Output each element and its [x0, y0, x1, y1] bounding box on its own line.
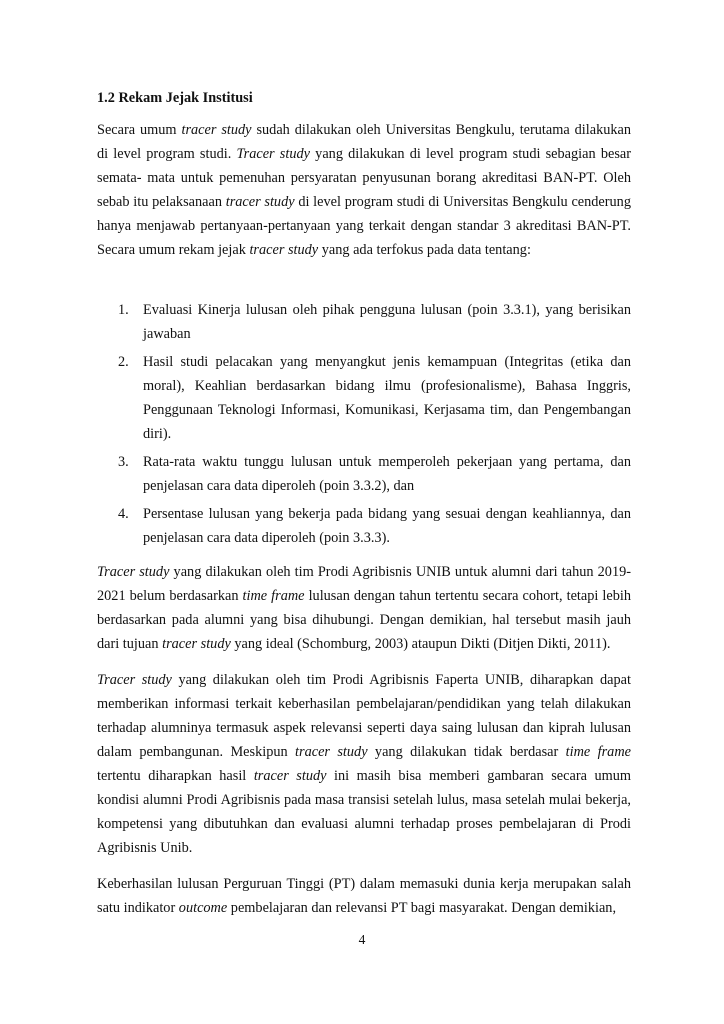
list-item-text: Evaluasi Kinerja lulusan oleh pihak pengguna lulusan (poin 3.3.1), yang berisikan jawaban — [143, 302, 631, 342]
list-item — [97, 450, 631, 498]
list-number: 4. — [118, 506, 129, 522]
italic-term: tracer study — [225, 194, 295, 210]
text: yang ideal (Schomburg, 2003) ataupun Dikti (Ditjen Dikti, 2011). — [230, 636, 611, 652]
text: pembelajaran dan relevansi PT bagi masyarakat. Dengan demikian, — [227, 900, 617, 916]
text: yang dilakukan di level program studi sebagian besar semata- mata untuk pemenuhan persyaratan penyusunan borang akreditasi BAN-PT. Oleh sebab itu pelaksanaan — [97, 146, 631, 210]
paragraph-faperta — [97, 668, 631, 860]
section-heading: 1.2 Rekam Jejak Institusi — [97, 90, 253, 106]
italic-term: time frame — [242, 588, 305, 604]
list-item — [97, 350, 631, 446]
italic-term: Tracer study — [236, 146, 310, 162]
page-number: 4 — [358, 932, 366, 947]
text: Secara umum — [97, 122, 182, 138]
paragraph-keberhasilan — [97, 872, 631, 920]
text: Keberhasilan lulusan Perguruan Tinggi (PT) dalam memasuki dunia kerja merupakan salah satu indikator — [97, 876, 631, 916]
italic-term: tracer study — [295, 744, 368, 760]
text: ini masih bisa memberi gambaran secara umum kondisi alumni Prodi Agribisnis pada masa transisi setelah lulus, masa setelah mulai bekerja, kompetensi yang dibutuhkan dan evaluasi alumni terhadap proses pembelajaran di Prodi Agribisnis Unib. — [97, 768, 632, 856]
paragraph-intro — [97, 118, 631, 262]
text: sudah dilakukan oleh Universitas Bengkulu, terutama dilakukan di level program studi. — [97, 122, 632, 162]
italic-term: tracer study — [249, 242, 319, 258]
text: tertentu diharapkan hasil — [97, 768, 254, 784]
italic-term: outcome — [178, 900, 228, 916]
numbered-list — [97, 298, 631, 554]
list-number: 3. — [118, 454, 129, 470]
list-item-text: Persentase lulusan yang bekerja pada bidang yang sesuai dengan keahliannya, dan penjelasan cara data diperoleh (poin 3.3.3). — [143, 506, 631, 546]
italic-term: tracer study — [181, 122, 252, 138]
italic-term: tracer study — [253, 768, 327, 784]
text: yang dilakukan oleh tim Prodi Agribisnis UNIB untuk alumni dari tahun 2019-2021 belum berdasarkan — [97, 564, 631, 604]
text: yang ada terfokus pada data tentang: — [318, 242, 531, 258]
text: yang dilakukan tidak berdasar — [367, 744, 566, 760]
list-item-text: Hasil studi pelacakan yang menyangkut jenis kemampuan (Integritas (etika dan moral), Keahlian berdasarkan bidang ilmu (profesionalisme), Bahasa Inggris, Penggunaan Teknologi Informasi, Komunikasi, Kerjasama tim, dan Pengembangan diri). — [143, 354, 631, 442]
italic-term: Tracer study — [97, 672, 172, 688]
italic-term: time frame — [565, 744, 631, 760]
italic-term: Tracer study — [97, 564, 170, 580]
list-item — [97, 298, 631, 346]
list-item — [97, 502, 631, 550]
text: lulusan dengan tahun tertentu secara cohort, tetapi lebih berdasarkan pada alumni yang bisa dihubungi. Dengan demikian, hal tersebut masih jauh dari tujuan — [97, 588, 631, 652]
list-number: 1. — [118, 302, 129, 318]
text: di level program studi di Universitas Bengkulu cenderung hanya menjawab pertanyaan-pertanyaan yang terkait dengan standar 3 akreditasi BAN-PT. Secara umum rekam jejak — [97, 194, 631, 258]
paragraph-agribisnis-2019 — [97, 560, 631, 656]
text: yang dilakukan oleh tim Prodi Agribisnis Faperta UNIB, diharapkan dapat memberikan informasi terkait keberhasilan pembelajaran/pendidikan yang telah dilakukan terhadap alumninya termasuk aspek relevansi seperti daya saing lulusan dan kiprah lulusan dalam pembangunan. Meskipun — [97, 672, 631, 760]
italic-term: tracer study — [162, 636, 231, 652]
list-number: 2. — [118, 354, 129, 370]
list-item-text: Rata-rata waktu tunggu lulusan untuk memperoleh pekerjaan yang pertama, dan penjelasan cara data diperoleh (poin 3.3.2), dan — [143, 454, 631, 494]
